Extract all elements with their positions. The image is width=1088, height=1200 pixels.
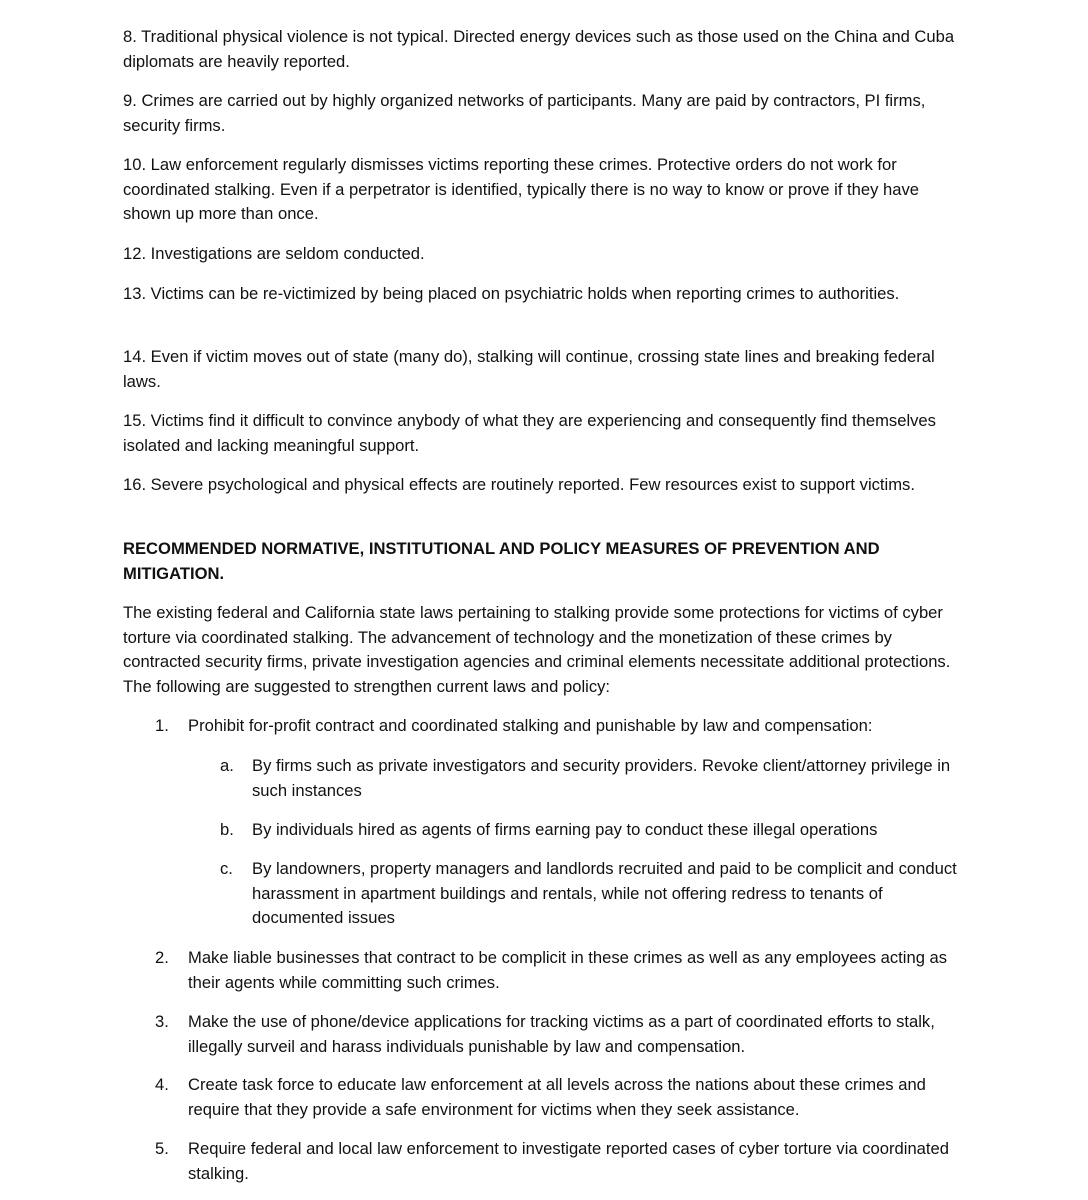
subitem-letter: b. (220, 820, 234, 839)
subitem-letter: a. (220, 756, 234, 775)
subitem-c (220, 857, 970, 931)
recommendation-1 (155, 714, 975, 739)
subitem-text: By firms such as private investigators and security providers. Revoke client/attorney privilege in such instances (252, 756, 951, 800)
list-item-10: 10. Law enforcement regularly dismisses victims reporting these crimes. Protective orders do not work for coordinated stalking. Even if a perpetrator is identified, typically there is no way to know or prove if they have shown up more than once. (123, 155, 919, 224)
subitem-text: By landowners, property managers and landlords recruited and paid to be complicit and conduct harassment in apartment buildings and rentals, while not offering redress to tenants of documented issues (252, 859, 957, 928)
intro-paragraph: The existing federal and California state laws pertaining to stalking provide some protections for victims of cyber torture via coordinated stalking. The advancement of technology and the monetization of these crimes by contracted security firms, private investigation agencies and criminal elements necessitate additional protections. The following are suggested to strengthen current laws and policy: (123, 603, 951, 696)
recommendation-text: Prohibit for-profit contract and coordinated stalking and punishable by law and compensation: (188, 716, 873, 735)
recommendation-text: Create task force to educate law enforcement at all levels across the nations about these crimes and require that they provide a safe environment for victims when they seek assistance. (188, 1075, 926, 1119)
list-item-12: 12. Investigations are seldom conducted. (123, 244, 425, 263)
subitem-b (220, 818, 970, 843)
subitem-a (220, 754, 970, 803)
subitem-letter: c. (220, 859, 233, 878)
section-heading: RECOMMENDED NORMATIVE, INSTITUTIONAL AND POLICY MEASURES OF PREVENTION AND MITIGATION. (123, 539, 880, 583)
list-item-9: 9. Crimes are carried out by highly organized networks of participants. Many are paid by contractors, PI firms, security firms. (123, 91, 926, 135)
recommendation-3 (155, 1010, 975, 1059)
list-item-15: 15. Victims find it difficult to convince anybody of what they are experiencing and consequently find themselves isolated and lacking meaningful support. (123, 411, 936, 455)
recommendation-text: Make liable businesses that contract to be complicit in these crimes as well as any employees acting as their agents while committing such crimes. (188, 948, 948, 992)
recommendation-2 (155, 946, 975, 995)
list-item-14: 14. Even if victim moves out of state (many do), stalking will continue, crossing state lines and breaking federal laws. (123, 347, 935, 391)
recommendation-number: 2. (155, 948, 169, 967)
recommendation-number: 1. (155, 716, 169, 735)
list-item-16: 16. Severe psychological and physical effects are routinely reported. Few resources exist to support victims. (123, 475, 915, 494)
recommendation-text: Make the use of phone/device applications for tracking victims as a part of coordinated efforts to stalk, illegally surveil and harass individuals punishable by law and compensation. (188, 1012, 935, 1056)
recommendation-number: 5. (155, 1139, 169, 1158)
recommendation-4 (155, 1073, 975, 1122)
recommendation-number: 4. (155, 1075, 169, 1094)
subitem-text: By individuals hired as agents of firms earning pay to conduct these illegal operations (252, 820, 878, 839)
list-item-13: 13. Victims can be re-victimized by being placed on psychiatric holds when reporting crimes to authorities. (123, 284, 900, 303)
list-item-8: 8. Traditional physical violence is not typical. Directed energy devices such as those used on the China and Cuba diplomats are heavily reported. (123, 27, 955, 71)
recommendation-5 (155, 1137, 975, 1186)
recommendation-text: Require federal and local law enforcement to investigate reported cases of cyber torture via coordinated stalking. (188, 1139, 949, 1183)
recommendation-number: 3. (155, 1012, 169, 1031)
